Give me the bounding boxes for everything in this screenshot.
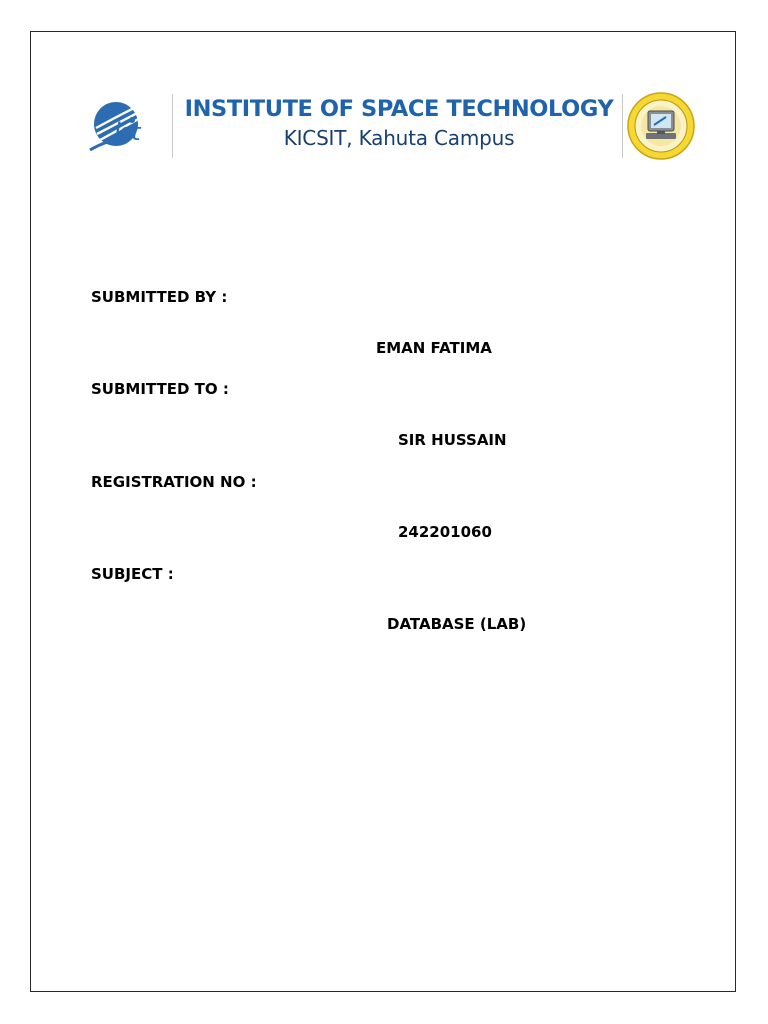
submitted-to-label: SUBMITTED TO :	[91, 380, 229, 398]
page-border	[30, 31, 736, 992]
submitted-by-value: EMAN FATIMA	[376, 339, 492, 357]
submitted-by-label: SUBMITTED BY :	[91, 288, 228, 306]
institute-title: INSTITUTE OF SPACE TECHNOLOGY	[184, 96, 614, 122]
left-divider	[172, 94, 173, 158]
subject-label: SUBJECT :	[91, 565, 174, 583]
registration-label: REGISTRATION NO :	[91, 473, 257, 491]
kicsit-seal-icon	[626, 91, 696, 161]
subject-value: DATABASE (LAB)	[387, 615, 527, 633]
right-divider	[622, 94, 623, 158]
submitted-to-value: SIR HUSSAIN	[398, 431, 507, 449]
header-banner	[88, 88, 700, 164]
campus-subtitle: KICSIT, Kahuta Campus	[283, 126, 515, 150]
ist-logo-text: ist	[114, 118, 140, 146]
registration-value: 242201060	[398, 523, 492, 541]
